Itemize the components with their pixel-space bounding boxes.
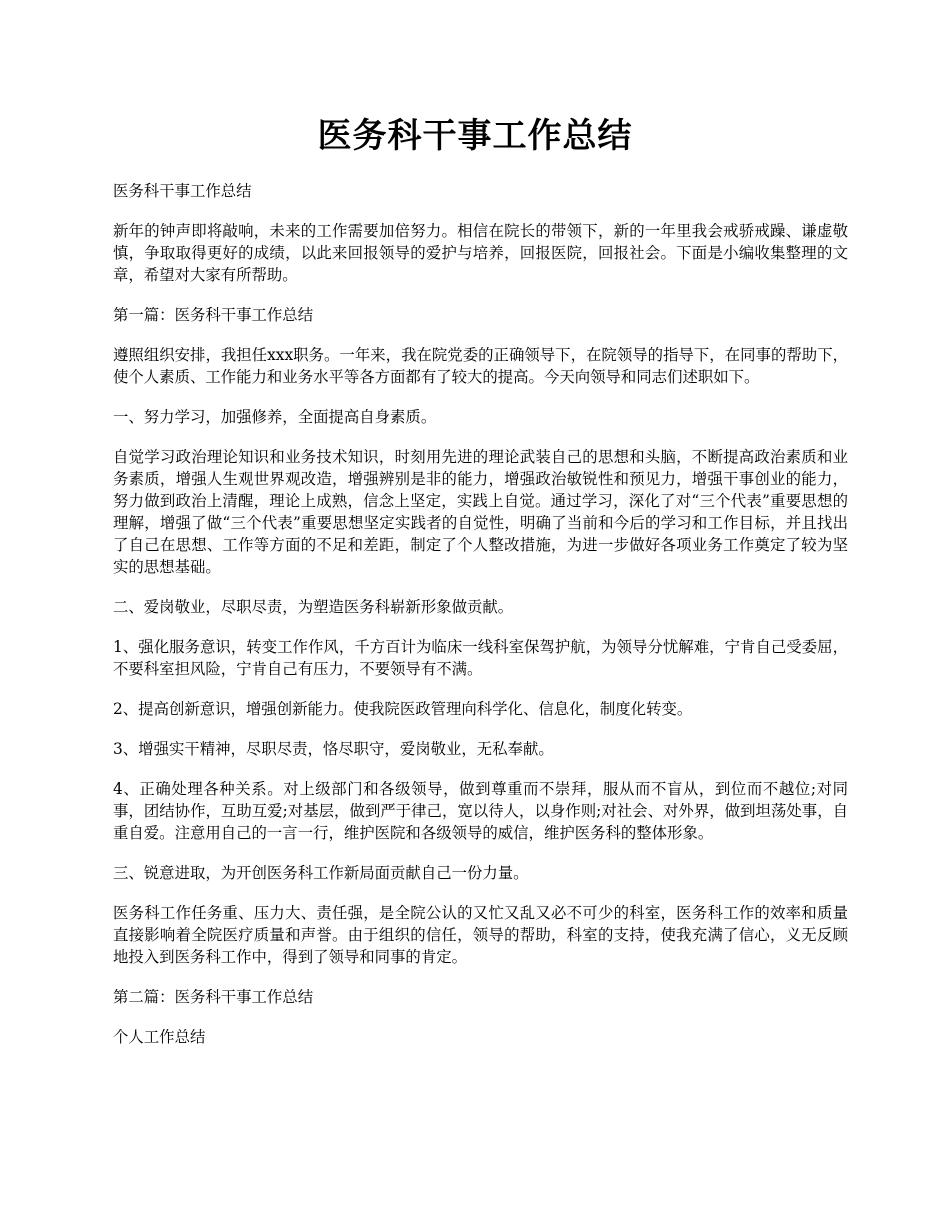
list-item: 3、增强实干精神，尽职尽责，恪尽职守，爱岗敬业，无私奉献。 (113, 740, 554, 758)
subtitle-paragraph: 医务科干事工作总结 (113, 182, 252, 200)
body-paragraph: 医务科工作任务重、压力大、责任强，是全院公认的又忙又乱又必不可少的科室，医务科工作的效率和质量直接影响着全院医疗质量和声誉。由于组织的信任，领导的帮助，科室的支持，使我充满了信心，义无反顾地投入到医务科工作中，得到了领导和同事的肯定。 (113, 904, 848, 966)
section-heading: 第一篇：医务科干事工作总结 (113, 306, 314, 324)
list-item: 1、强化服务意识，转变工作作风，千方百计为临床一线科室保驾护航，为领导分忧解难，宁肯自己受委屈，不要科室担风险，宁肯自己有压力，不要领导有不满。 (113, 638, 848, 678)
document-title: 医务科干事工作总结 (317, 116, 633, 156)
section-heading: 第二篇：医务科干事工作总结 (113, 988, 314, 1006)
list-item: 2、提高创新意识，增强创新能力。使我院医政管理向科学化、信息化，制度化转变。 (113, 700, 693, 718)
list-item: 4、正确处理各种关系。对上级部门和各级领导，做到尊重而不崇拜，服从而不盲从，到位而不越位;对同事，团结协作，互助互爱;对基层，做到严于律己，宽以待人，以身作则;对社会、对外界，做到坦荡处事，自重自爱。注意用自己的一言一行，维护医院和各级领导的威信，维护医务科的整体形象。 (113, 780, 848, 842)
section-heading: 二、爱岗敬业，尽职尽责，为塑造医务科崭新形象做贡献。 (113, 598, 514, 616)
body-paragraph: 个人工作总结 (113, 1028, 206, 1046)
body-paragraph: 遵照组织安排，我担任xxx职务。一年来，我在院党委的正确领导下，在院领导的指导下，在同事的帮助下，使个人素质、工作能力和业务水平等各方面都有了较大的提高。今天向领导和同志们述职如下。 (113, 346, 848, 386)
section-heading: 一、努力学习，加强修养，全面提高自身素质。 (113, 408, 437, 426)
body-paragraph: 自觉学习政治理论知识和业务技术知识，时刻用先进的理论武装自己的思想和头脑，不断提高政治素质和业务素质，增强人生观世界观改造，增强辨别是非的能力，增强政治敏锐性和预见力，增强干事创业的能力，努力做到政治上清醒，理论上成熟，信念上坚定，实践上自觉。通过学习，深化了对“三个代表”重要思想的理解，增强了做“三个代表”重要思想坚定实践者的自觉性，明确了当前和今后的学习和工作目标，并且找出了自己在思想、工作等方面的不足和差距，制定了个人整改措施，为进一步做好各项业务工作奠定了较为坚实的思想基础。 (113, 448, 848, 576)
document-body (113, 180, 848, 1066)
intro-paragraph: 新年的钟声即将敲响，未来的工作需要加倍努力。相信在院长的带领下，新的一年里我会戒骄戒躁、谦虚敬慎，争取取得更好的成绩，以此来回报领导的爱护与培养，回报医院，回报社会。下面是小编收集整理的文章，希望对大家有所帮助。 (113, 222, 848, 284)
section-heading: 三、锐意进取，为开创医务科工作新局面贡献自己一份力量。 (113, 864, 529, 882)
